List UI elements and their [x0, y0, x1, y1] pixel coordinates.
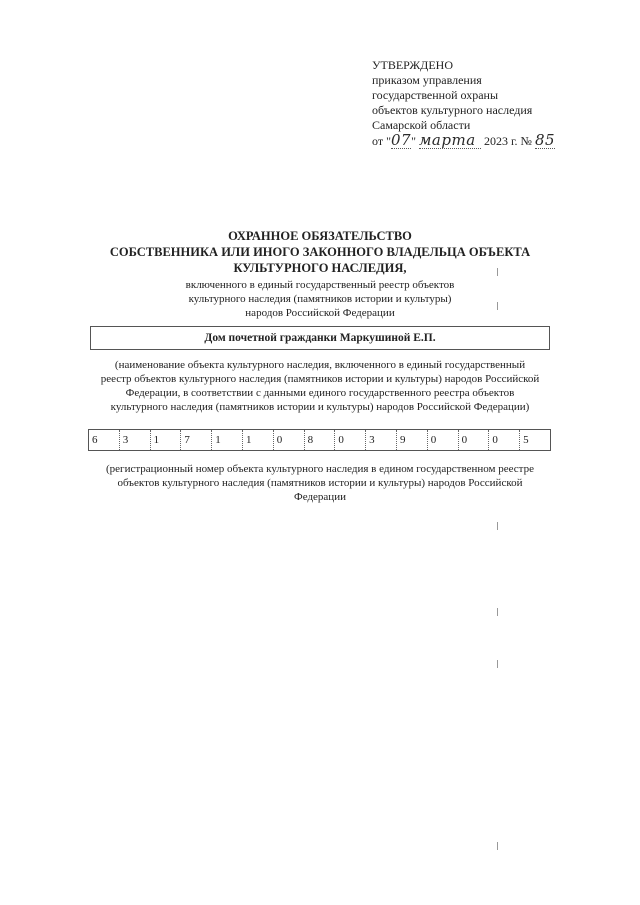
registration-digit: 8: [305, 430, 336, 450]
object-name-caption: [88, 358, 552, 414]
registration-digit: 3: [366, 430, 397, 450]
registration-digit: 0: [274, 430, 305, 450]
registration-digit: 0: [335, 430, 366, 450]
registration-digit: 0: [489, 430, 520, 450]
title-line: ОХРАННОЕ ОБЯЗАТЕЛЬСТВО: [228, 229, 412, 243]
approval-heading: УТВЕРЖДЕНО: [372, 58, 454, 72]
document-subtitle: [160, 278, 480, 320]
approval-line: государственной охраны: [372, 88, 499, 102]
registration-digit: 1: [212, 430, 243, 450]
registration-digit: 0: [459, 430, 490, 450]
registration-number-caption: [88, 462, 552, 504]
date-prefix: от ": [372, 134, 391, 148]
subtitle-line: народов Российской Федерации: [245, 307, 395, 319]
caption-line: (регистрационный номер объекта культурного наследия в едином государственном реестре: [106, 463, 534, 475]
margin-mark: [497, 268, 498, 276]
approval-date-line: [372, 133, 612, 149]
handwritten-day: 07: [390, 131, 412, 149]
registration-digit: 1: [243, 430, 274, 450]
date-year: 2023 г. №: [483, 134, 533, 148]
approval-stamp: [372, 58, 612, 149]
approval-line: Самарской области: [372, 118, 471, 132]
object-name: Дом почетной гражданки Маркушиной Е.П.: [204, 332, 436, 344]
title-line: КУЛЬТУРНОГО НАСЛЕДИЯ,: [233, 261, 407, 275]
registration-number-row: [88, 429, 551, 451]
registration-digit: 6: [89, 430, 120, 450]
registration-digit: 0: [428, 430, 459, 450]
object-name-box: [90, 326, 550, 350]
registration-digit: 3: [120, 430, 151, 450]
caption-line: Федерации, в соответствии с данными единого государственного реестра объектов: [125, 387, 515, 399]
margin-mark: [497, 660, 498, 668]
caption-line: (наименование объекта культурного наследия, включенного в единый государственный: [114, 359, 526, 371]
caption-line: Федерации: [294, 491, 346, 503]
approval-line: объектов культурного наследия: [372, 103, 533, 117]
registration-digit: 1: [151, 430, 182, 450]
margin-mark: [497, 608, 498, 616]
registration-digit: 7: [181, 430, 212, 450]
caption-line: культурного наследия (памятников истории и культуры) народов Российской Федерации): [110, 401, 530, 413]
title-line: СОБСТВЕННИКА ИЛИ ИНОГО ЗАКОННОГО ВЛАДЕЛЬЦА ОБЪЕКТА: [109, 245, 531, 259]
approval-line: приказом управления: [372, 73, 482, 87]
caption-line: реестр объектов культурного наследия (памятников истории и культуры) народов Российской: [100, 373, 540, 385]
margin-mark: [497, 842, 498, 850]
handwritten-month: марта: [419, 133, 481, 149]
document-title: [90, 228, 550, 276]
subtitle-line: включенного в единый государственный реестр объектов: [185, 279, 455, 291]
subtitle-line: культурного наследия (памятников истории и культуры): [188, 293, 452, 305]
date-quote-close: ": [411, 134, 416, 148]
handwritten-number: 85: [535, 131, 556, 149]
margin-mark: [497, 302, 498, 310]
margin-mark: [497, 522, 498, 530]
caption-line: объектов культурного наследия (памятников истории и культуры) народов Российской: [117, 477, 523, 489]
registration-digit: 5: [523, 434, 529, 446]
registration-digit: 9: [397, 430, 428, 450]
